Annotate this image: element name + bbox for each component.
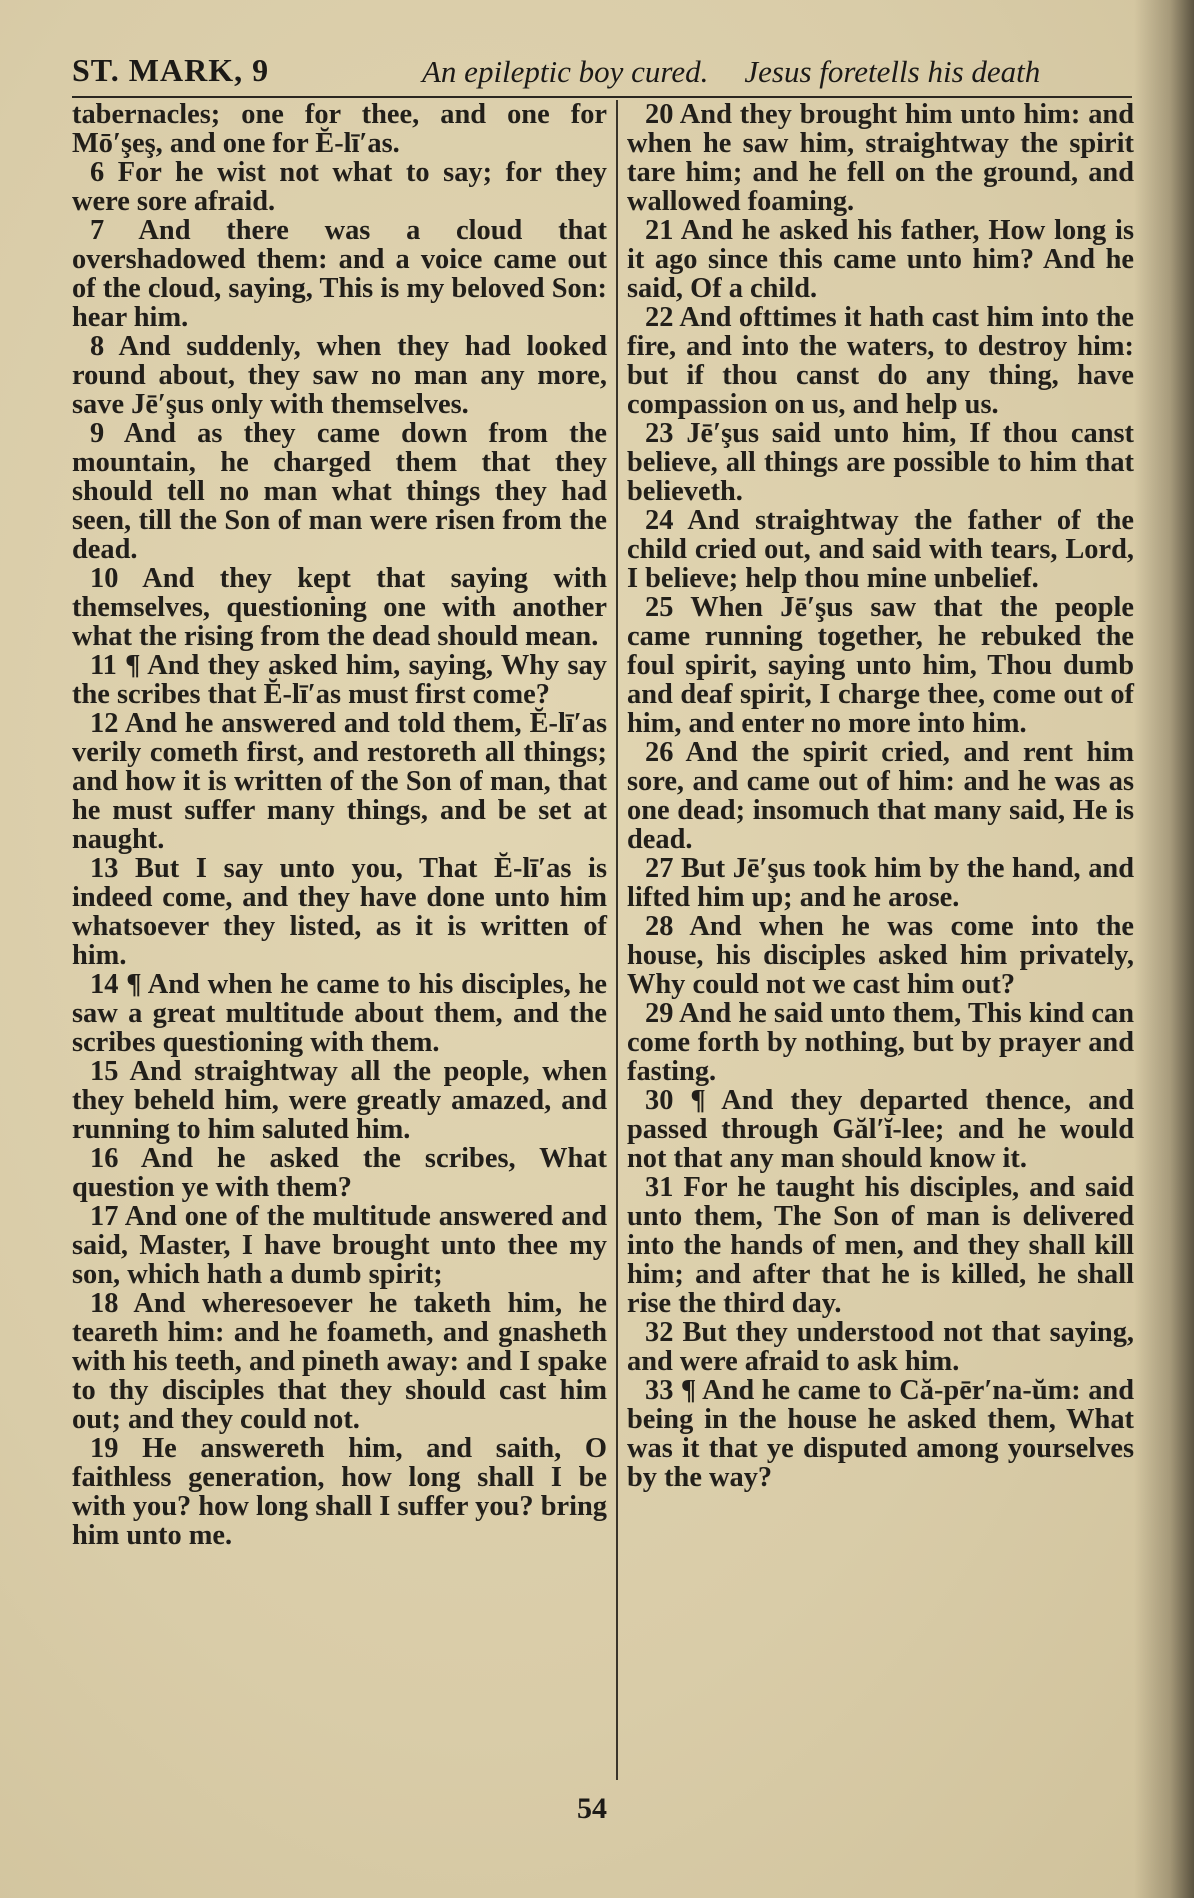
column-divider [616,100,618,1780]
verse-24: 24 And straightway the father of the child cried out, and said with tears, Lord, I believe; help thou mine unbelief. [627,505,1134,594]
verse-22: 22 And ofttimes it hath cast him into the fire, and into the waters, to destroy him: but if thou canst do any thing, have compassion on us, and help us. [627,302,1134,420]
verse-29: 29 And he said unto them, This kind can come forth by nothing, but by prayer and fasting. [627,998,1134,1087]
verse-19: 19 He answereth him, and saith, O faithless generation, how long shall I be with you? how long shall I suffer you? bring him unto me. [72,1433,607,1551]
verse-7: 7 And there was a cloud that overshadowed them: and a voice came out of the cloud, saying, This is my beloved Son: hear him. [72,215,607,333]
verse-18: 18 And wheresoever he taketh him, he teareth him: and he foameth, and gnasheth with his teeth, and pineth away: and I spake to thy disciples that they should cast him out; and they could not. [72,1288,607,1435]
verse-9: 9 And as they came down from the mountain, he charged them that they should tell no man what things they had seen, till the Son of man were risen from the dead. [72,418,607,565]
verse-33: 33 ¶ And he came to Că-pēr′na-ŭm: and being in the house he asked them, What was it that ye disputed among yourselves by the way? [627,1375,1134,1493]
right-column [627,100,1134,1492]
binding-shadow [1134,0,1194,1898]
book-chapter-heading: ST. MARK, 9 [72,52,270,88]
summary-part-b: Jesus foretells his death [744,54,1041,89]
verse-27: 27 But Jē′şus took him by the hand, and lifted him up; and he arose. [627,853,1134,913]
verse-5-continued: tabernacles; one for thee, and one for Mō′şeş, and one for Ĕ-lī′as. [72,99,607,159]
verse-20: 20 And they brought him unto him: and when he saw him, straightway the spirit tare him; and he fell on the ground, and wallowed foaming. [627,99,1134,217]
verse-16: 16 And he asked the scribes, What question ye with them? [72,1143,607,1203]
verse-13: 13 But I say unto you, That Ĕ-lī′as is indeed come, and they have done unto him whatsoever they listed, as it is written of him. [72,853,607,971]
verse-15: 15 And straightway all the people, when they beheld him, were greatly amazed, and running to him saluted him. [72,1056,607,1145]
verse-12: 12 And he answered and told them, Ĕ-lī′as verily cometh first, and restoreth all things; and how it is written of the Son of man, that he must suffer many things, and be set at naught. [72,708,607,855]
page-number: 54 [577,1792,607,1825]
chapter-summary [422,54,1182,90]
verse-10: 10 And they kept that saying with themselves, questioning one with another what the rising from the dead should mean. [72,563,607,652]
verse-17: 17 And one of the multitude answered and said, Master, I have brought unto thee my son, which hath a dumb spirit; [72,1201,607,1290]
verse-23: 23 Jē′şus said unto him, If thou canst believe, all things are possible to him that believeth. [627,418,1134,507]
verse-26: 26 And the spirit cried, and rent him sore, and came out of him: and he was as one dead; insomuch that many said, He is dead. [627,737,1134,855]
verse-31: 31 For he taught his disciples, and said unto them, The Son of man is delivered into the hands of men, and they shall kill him; and after that he is killed, he shall rise the third day. [627,1172,1134,1319]
verse-30: 30 ¶ And they departed thence, and passed through Găl′ĭ-lee; and he would not that any man should know it. [627,1085,1134,1174]
verse-28: 28 And when he was come into the house, his disciples asked him privately, Why could not we cast him out? [627,911,1134,1000]
verse-11: 11 ¶ And they asked him, saying, Why say the scribes that Ĕ-lī′as must first come? [72,650,607,710]
verse-6: 6 For he wist not what to say; for they were sore afraid. [72,157,607,217]
summary-part-a: An epileptic boy cured. [422,54,709,89]
verse-14: 14 ¶ And when he came to his disciples, he saw a great multitude about them, and the scribes questioning with them. [72,969,607,1058]
verse-8: 8 And suddenly, when they had looked round about, they saw no man any more, save Jē′şus only with themselves. [72,331,607,420]
verse-25: 25 When Jē′şus saw that the people came running together, he rebuked the foul spirit, saying unto him, Thou dumb and deaf spirit, I charge thee, come out of him, and enter no more into him. [627,592,1134,739]
verse-32: 32 But they understood not that saying, and were afraid to ask him. [627,1317,1134,1377]
verse-21: 21 And he asked his father, How long is it ago since this came unto him? And he said, Of a child. [627,215,1134,304]
left-column [72,100,607,1550]
running-header [72,52,1132,98]
